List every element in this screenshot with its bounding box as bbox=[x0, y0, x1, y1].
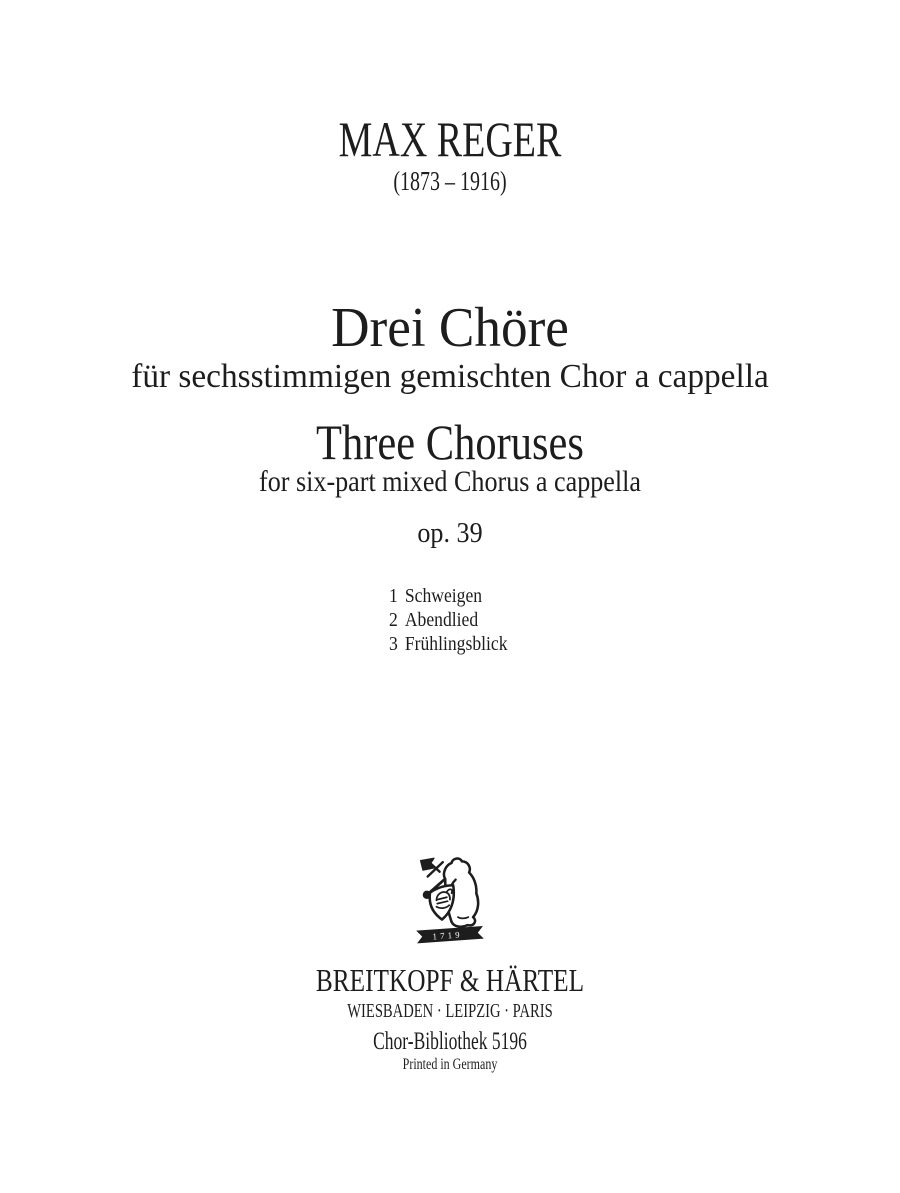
banner-1719 bbox=[416, 926, 484, 943]
series-number: Chor-Bibliothek 5196 bbox=[373, 1028, 527, 1055]
contents-list bbox=[389, 584, 508, 656]
flag-icon bbox=[421, 858, 443, 876]
subtitle-english: for six-part mixed Chorus a cappella bbox=[259, 465, 641, 498]
composer-dates: (1873 – 1916) bbox=[393, 166, 507, 196]
title-english: Three Choruses bbox=[316, 414, 584, 470]
publisher-name: BREITKOPF & HÄRTEL bbox=[315, 962, 585, 998]
list-item bbox=[389, 632, 508, 656]
title-german: Drei Chöre bbox=[331, 297, 569, 359]
work-number: 1 bbox=[389, 585, 398, 607]
breitkopf-bear-emblem-icon bbox=[410, 855, 490, 949]
logo-year: 1719 bbox=[432, 929, 464, 942]
composer-name: MAX REGER bbox=[338, 111, 562, 167]
work-title: Abendlied bbox=[404, 609, 479, 631]
printed-note: Printed in Germany bbox=[402, 1056, 498, 1073]
work-number: 2 bbox=[389, 609, 398, 631]
list-item bbox=[389, 608, 508, 632]
work-title: Schweigen bbox=[404, 585, 483, 607]
work-title: Frühlingsblick bbox=[404, 633, 508, 655]
opus-number: op. 39 bbox=[417, 517, 483, 549]
work-number: 3 bbox=[389, 633, 398, 655]
list-item bbox=[389, 584, 508, 608]
publisher-cities: WIESBADEN · LEIPZIG · PARIS bbox=[347, 1000, 553, 1022]
subtitle-german: für sechsstimmigen gemischten Chor a cappella bbox=[131, 358, 769, 395]
publisher-logo bbox=[0, 855, 900, 949]
